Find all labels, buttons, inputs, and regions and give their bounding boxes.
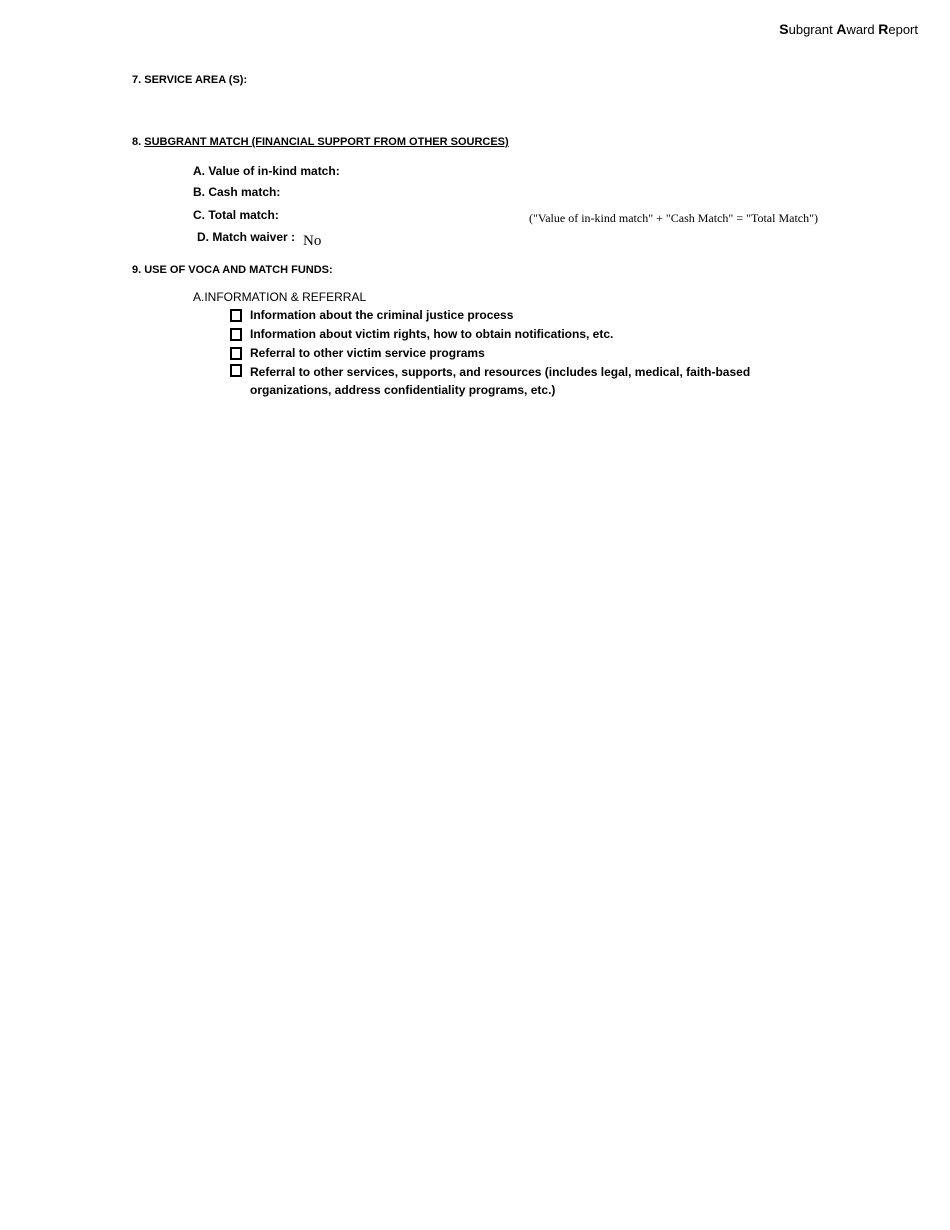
checklist-item-label: Referral to other services, supports, and resources (includes legal, medical, faith-based organizations, address confidentiality programs, etc.) (250, 365, 751, 397)
checkbox-icon[interactable] (230, 328, 242, 341)
checklist-item[interactable] (230, 346, 485, 360)
checkbox-icon[interactable] (230, 347, 242, 360)
report-title (779, 21, 918, 37)
checklist-item[interactable] (230, 327, 613, 341)
checkbox-icon[interactable] (230, 309, 242, 322)
cash-match-label: B. Cash match: (193, 185, 281, 199)
title-initial: A (836, 21, 847, 37)
checklist-item-label: Referral to other victim service programs (250, 346, 485, 360)
section-8-heading (132, 136, 509, 148)
in-kind-match-label: A. Value of in-kind match: (193, 164, 340, 178)
section-8-title: SUBGRANT MATCH (FINANCIAL SUPPORT FROM OTHER SOURCES) (144, 136, 509, 148)
title-rest: eport (888, 22, 918, 37)
title-initial: R (878, 21, 889, 37)
checklist-item[interactable] (230, 363, 780, 399)
checklist-item-label: Information about the criminal justice process (250, 308, 514, 322)
information-referral-heading: A.INFORMATION & REFERRAL (193, 290, 367, 304)
match-waiver-label: D. Match waiver : (197, 230, 296, 244)
checklist-item[interactable] (230, 308, 513, 322)
title-rest: ward (846, 22, 879, 37)
title-rest: ubgrant (788, 22, 837, 37)
checkbox-icon[interactable] (230, 364, 242, 377)
section-9-heading: 9. USE OF VOCA AND MATCH FUNDS: (132, 264, 333, 276)
section-7-heading: 7. SERVICE AREA (S): (132, 74, 248, 86)
checklist-item-label: Information about victim rights, how to obtain notifications, etc. (250, 327, 614, 341)
total-match-label: C. Total match: (193, 208, 279, 222)
match-waiver-value: No (303, 233, 322, 249)
total-match-formula: ("Value of in-kind match" + "Cash Match" = "Total Match") (529, 211, 819, 225)
section-8-number: 8. (132, 136, 142, 148)
title-initial: S (779, 21, 789, 37)
